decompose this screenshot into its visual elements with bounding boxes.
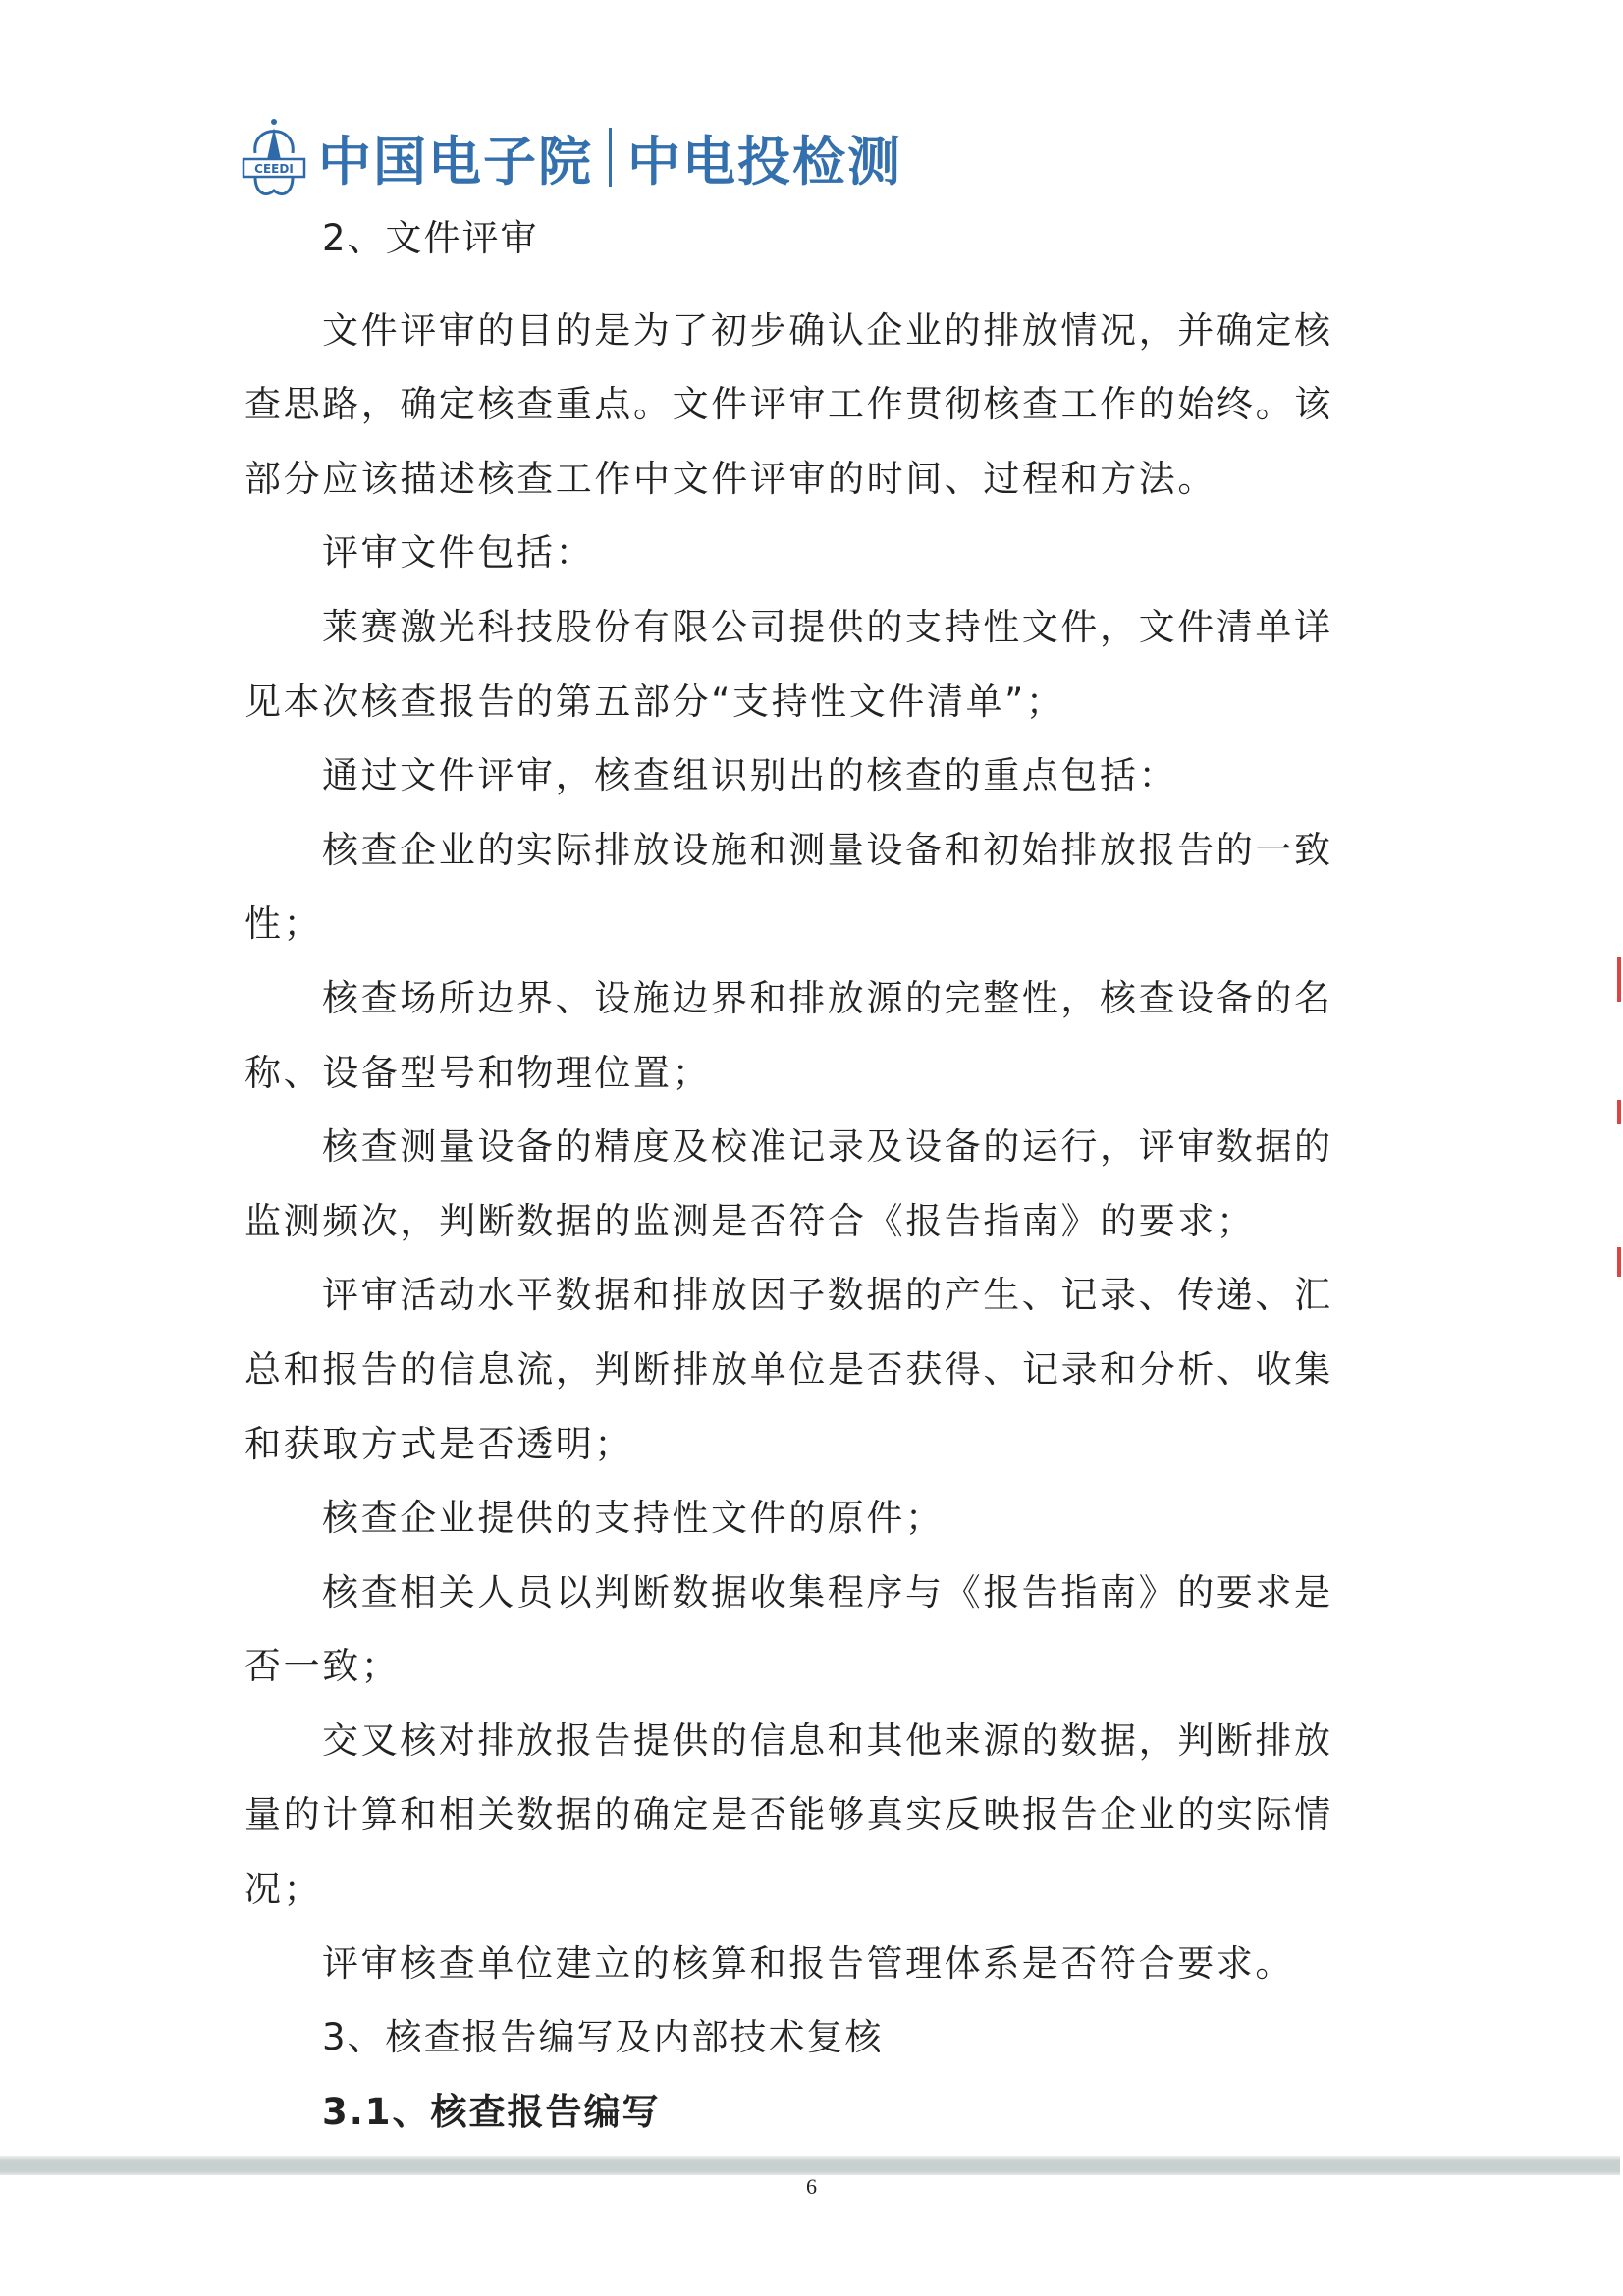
paragraph: 核查测量设备的精度及校准记录及设备的运行，评审数据的监测频次，判断数据的监测是否符合《报告指南》的要求；: [244, 1125, 1333, 1242]
paragraph: 评审核查单位建立的核算和报告管理体系是否符合要求。: [322, 1941, 1294, 1985]
section-heading-3-1: 3.1、核查报告编写: [322, 2090, 661, 2133]
paragraph: 通过文件评审，核查组识别出的核查的重点包括：: [322, 754, 1178, 797]
document-body: [244, 201, 1344, 2149]
paragraph: 交叉核对排放报告提供的信息和其他来源的数据，判断排放量的计算和相关数据的确定是否能够真实反映报告企业的实际情况；: [244, 1719, 1333, 1911]
section-heading-3: 3、核查报告编写及内部技术复核: [322, 2016, 884, 2059]
paragraph: 文件评审的目的是为了初步确认企业的排放情况，并确定核查思路，确定核查重点。文件评审工作贯彻核查工作的始终。该部分应该描述核查工作中文件评审的时间、过程和方法。: [244, 308, 1333, 500]
logo-divider: [609, 128, 612, 187]
paragraph: 评审文件包括：: [322, 531, 595, 574]
section-heading-2: 2、文件评审: [322, 217, 539, 259]
header-logo: [242, 113, 902, 201]
paragraph: 核查企业提供的支持性文件的原件；: [322, 1497, 945, 1540]
paragraph: 核查场所边界、设施边界和排放源的完整性，核查设备的名称、设备型号和物理位置；: [244, 976, 1333, 1094]
svg-text:CEEDI: CEEDI: [254, 162, 294, 176]
page-number: 6: [806, 2174, 817, 2199]
ceedi-emblem-icon: [242, 114, 306, 200]
paragraph: 核查企业的实际排放设施和测量设备和初始排放报告的一致性；: [244, 828, 1333, 946]
paragraph: 评审活动水平数据和排放因子数据的产生、记录、传递、汇总和报告的信息流，判断排放单位是否获得、记录和分析、收集和获取方式是否透明；: [244, 1274, 1333, 1465]
paragraph: 核查相关人员以判断数据收集程序与《报告指南》的要求是否一致；: [244, 1570, 1333, 1688]
logo-text-ceedi: 中国电子院: [318, 130, 593, 192]
seal-edge-mark: [1617, 957, 1621, 1002]
seal-edge-mark: [1617, 1100, 1621, 1124]
paragraph: 莱赛激光科技股份有限公司提供的支持性文件，文件清单详见本次核查报告的第五部分“支持性文件清单”；: [244, 605, 1333, 723]
seal-edge-mark: [1617, 1247, 1621, 1277]
logo-text-testing: 中电投检测: [627, 130, 902, 192]
footer-bar: [0, 2156, 1620, 2175]
